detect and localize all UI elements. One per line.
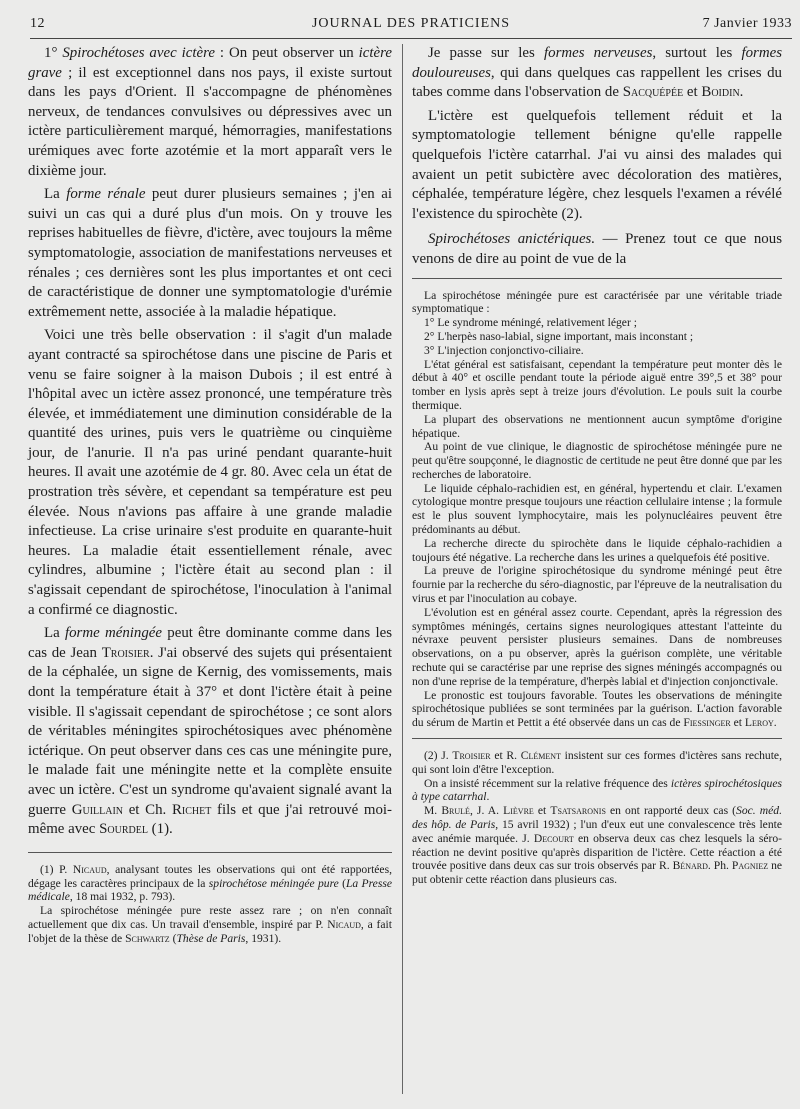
- text: La spirochétose méningée pure reste assez rare ; on n'en connaît actuellement que dix cas. Un travail d'ensemble, inspiré par P.: [28, 904, 392, 931]
- summary-box: [412, 289, 782, 731]
- author-name: Pagniez: [731, 859, 769, 873]
- author-name: Leroy: [744, 716, 774, 730]
- paragraph-anicteriques: [412, 230, 782, 269]
- text: (1) P.: [40, 862, 73, 876]
- paragraph-ictere-grave: [28, 44, 392, 181]
- text: , 18 mai 1932, p. 793).: [69, 890, 176, 904]
- italic-term: formes douloureuses: [412, 45, 782, 81]
- publication-name: Soc. méd. des hôp. de Paris: [412, 804, 782, 832]
- author-name: Brulé: [441, 804, 470, 818]
- right-footnotes: [412, 749, 782, 887]
- right-column: [412, 44, 782, 887]
- author-name: Clément: [520, 749, 561, 763]
- text: ; il est exceptionnel dans nos pays, il existe surtout dans les pays d'Orient. Il s'accompagne de phénomènes nerveux, de tendances convulsives ou dépressives avec un ictère particulièrement marqué, hémorragies, manifestations urémiques avec forte azotémie et la mort apparaît vers le dixième jour.: [28, 64, 392, 179]
- author-name: Boidin: [701, 84, 740, 101]
- text: , analysant toutes les observations qui ont été rapportées, dégage les caractères principaux de la: [28, 862, 392, 890]
- text: .: [486, 790, 490, 804]
- footnote-2-continued: [412, 777, 782, 805]
- text: . Ph.: [707, 859, 732, 873]
- paragraph-forme-meningee: [28, 624, 392, 840]
- italic-heading: Spirochétoses avec ictère: [62, 45, 215, 61]
- box-line: La preuve de l'origine spirochétosique du syndrome méningé peut être fournie par la recherche du séro-diagnostic, par l'épreuve de la neutralisation du virus et par l'inoculation au cobaye.: [412, 564, 782, 606]
- text: Le pronostic est toujours favorable. Toutes les observations de méningite spirochétosique publiées se sont terminées par la guérison. L'action favorable du sérum de Martin et Pettit a été observée dans un cas de: [412, 688, 782, 730]
- text: .: [773, 716, 777, 730]
- text: (2) J.: [424, 749, 453, 763]
- text: fils et que j'ai retrouvé moi-même avec: [28, 801, 393, 838]
- footnote-2-cases: [412, 804, 782, 887]
- page-header: [30, 16, 792, 36]
- author-name: Richet: [171, 801, 212, 818]
- right-body: [412, 44, 782, 270]
- italic-term: formes nerveuses: [543, 45, 653, 61]
- text: , surtout les: [652, 45, 742, 61]
- box-line: La recherche directe du spirochète dans le liquide céphalo-rachidien a toujours été négative. La recherche dans les urines a quelquefois été positive.: [412, 536, 782, 564]
- box-line: La spirochétose méningée pure est caractérisée par une véritable triade symptomatique :: [412, 288, 782, 316]
- italic-term: spirochétose méningée pure: [208, 876, 339, 890]
- publication-name: La Presse médicale: [28, 876, 392, 904]
- paragraph-ictere-reduit: L'ictère est quelquefois tellement réduit et la symptomatologie tellement bénigne qu'elle rappelle quelquefois l'ictère catarrhal. J'ai vu ainsi des malades qui avaient un petit subictère avec décoloration des matières, céphalée, température légère, chez lesquels l'examen a révélé l'existence du spirochète (2).: [412, 107, 782, 222]
- paragraph-forme-renale: [28, 185, 392, 322]
- text: et: [683, 84, 702, 101]
- author-name: Troisier: [452, 749, 491, 763]
- text: , 1931).: [245, 931, 282, 945]
- box-top-rule: [412, 278, 782, 279]
- text: en observa deux cas chez lesquels la séro-réaction ne devint positive qu'après disparition de l'ictère. Cette réaction a été trouvée positive dans deux cas sur trois observés par R.: [412, 831, 782, 873]
- text: , qui dans quelques cas rappellent les crises du tabes comme dans l'observation de: [412, 64, 782, 101]
- author-name: Bénard: [672, 859, 708, 873]
- box-line: 1° Le syndrome méningé, relativement léger ;: [424, 316, 637, 330]
- box-line: L'état général est satisfaisant, cependant la température peut monter dès le début à 40° et oscille pendant toute la période aiguë entre 39°,5 et 38° pour tomber en lysis après sept à treize jours d'évolution. Le pouls suit la courbe thermique.: [412, 357, 782, 412]
- author-name: Schwartz: [125, 931, 170, 945]
- box-line: 2° L'herpès naso-labial, signe important, mais inconstant ;: [424, 329, 694, 343]
- box-bottom-rule: [412, 738, 782, 739]
- box-line: [412, 689, 782, 730]
- text: Je passe sur les: [428, 45, 544, 61]
- author-name: Nicaud: [72, 862, 107, 876]
- footnote-rule: [28, 852, 392, 853]
- footnote-1-continued: [28, 904, 392, 945]
- text: La: [44, 625, 65, 642]
- paragraph-observation: Voici une très belle observation : il s'agit d'un malade ayant contracté sa spirochétose dans une piscine de Paris et venu se faire soigner à la maison Dubois ; il est entré à l'hôpital avec un ictère assez prononcé, une température très élevée, et immédiatement une diminution considérable de la quantité des urines, puis vers le quatrième ou cinquième jour, de l'anurie. Il n'a pas uriné pendant quarante-huit heures. Il avait une azotémie de 4 gr. 80. Avec cela un état de prostration très sévère, et cependant sa température est peu élevée. Nous n'avions pas affaire à une grande maladie infectieuse. La crise urinaire s'est produite en quarante-huit heures. La maladie était essentiellement rénale, avec cylindres, albumine ; l'ictère était au second plan : il s'agissait cependant de spirochétose, l'inoculation à l'animal a confirmé ce diagnostic.: [28, 327, 392, 618]
- text: (: [338, 876, 346, 890]
- text: et: [730, 716, 745, 730]
- italic-term: forme rénale: [66, 186, 146, 203]
- author-name: Lièvre: [503, 804, 534, 818]
- text: (1).: [147, 821, 173, 838]
- left-body: [28, 44, 392, 840]
- text: et Ch.: [123, 801, 172, 818]
- text: — Prenez tout ce que nous venons de dire au point de vue de la: [412, 231, 782, 267]
- author-name: Fiessinger: [683, 716, 731, 730]
- text: On a insisté récemment sur la relative fréquence des: [424, 776, 671, 790]
- footnote-1: [28, 863, 392, 904]
- text: et: [533, 804, 551, 818]
- column-divider: [402, 44, 403, 1094]
- text: : On peut observer un: [214, 45, 359, 61]
- text: ne put obtenir cette réaction dans plusieurs cas.: [412, 859, 783, 887]
- italic-term: ictères spirochétosiques à type catarrhal: [412, 776, 782, 804]
- author-name: Nicaud: [327, 917, 361, 931]
- text: , J. A.: [469, 804, 504, 818]
- text: 1°: [44, 45, 63, 61]
- box-line: 3° L'injection conjonctivo-ciliaire.: [424, 343, 584, 357]
- text: insistent sur ces formes d'ictères sans rechute, qui sont loin d'être l'exception.: [412, 749, 782, 776]
- box-line: La plupart des observations ne mentionnent aucun symptôme d'origine hépatique.: [412, 412, 782, 440]
- author-name: Tsatsaronis: [550, 804, 606, 818]
- author-name: Troisier: [101, 644, 150, 661]
- box-line: Le liquide céphalo-rachidien est, en général, hypertendu et clair. L'examen cytologique montre presque toujours une réaction cellulaire intense ; la formule est le plus souvent lymphocytaire, mais les polynucléaires peuvent être prédominants au début.: [412, 481, 782, 537]
- header-rule: [30, 38, 792, 39]
- text: . J'ai observé des sujets qui présentaient de la céphalée, un signe de Kernig, des vomissements, mais dont la température était à 37° et dont l'ictère était à peine visible. Il s'agissait cependant de spirochétose ; ce sont alors de véritables méningites spirochétosiques avec phénomène ictérique. On peut observer dans ces cas une méningite pure, le malade fait une méningite nette et la complète ensuite avec un ictère. C'est un syndrome qu'avaient signalé avant la guerre: [28, 644, 392, 818]
- left-column: [28, 44, 392, 946]
- author-name: Sourdel: [99, 821, 148, 838]
- italic-heading: Spirochétoses anictériques.: [428, 231, 596, 248]
- text: peut durer plusieurs semaines ; j'en ai suivi un cas qui a duré plus d'un mois. On y trouve les reprises habituelles de fièvre, d'ictère, avec toujours la même symptomatologie, association de manifestations nerveuses et rénales ; ces dernières sont les plus importantes et ont ceci de caractéristique de donner une symptomatologie d'urémie extrêmement nette, associée à la maladie hépatique.: [28, 186, 392, 320]
- issue-date: 7 Janvier 1933: [702, 16, 792, 31]
- text: en ont rapporté deux cas (: [605, 804, 737, 818]
- text: peut être dominante comme dans les cas de Jean: [28, 625, 392, 661]
- paragraph-formes-nerveuses: [412, 44, 782, 103]
- journal-title: JOURNAL DES PRATICIENS: [311, 16, 511, 31]
- italic-term: forme méningée: [64, 625, 163, 642]
- text: M.: [424, 804, 442, 818]
- text: (: [169, 931, 177, 945]
- box-line: Au point de vue clinique, le diagnostic de spirochétose méningée pure ne peut qu'être soupçonné, le diagnostic de certitude ne peut être donné que par les recherches de laboratoire.: [412, 440, 782, 481]
- page-number: 12: [30, 16, 45, 31]
- text: La: [44, 186, 67, 203]
- text: , a fait l'objet de la thèse de: [28, 917, 393, 945]
- author-name: Sacquépée: [622, 84, 684, 101]
- author-name: Guillain: [71, 801, 124, 818]
- text: .: [739, 84, 744, 101]
- text: , 15 avril 1932) ; l'un d'eux eut une convalescence très lente avec anémie marquée. J.: [412, 818, 782, 845]
- left-footnotes: [28, 863, 392, 946]
- italic-term: ictère grave: [28, 45, 392, 81]
- footnote-2: [412, 749, 782, 777]
- author-name: Decourt: [533, 831, 574, 845]
- box-line: L'évolution est en général assez courte. Cependant, après la régression des symptômes méningés, certains signes neurologiques attestant l'atteinte du névraxe peuvent persister plusieurs semaines. Dans de nombreuses observations, on a pu observer, après la guérison complète, une véritable rechute qui se caractérise par une reprise des signes méningés accompagnés ou non d'une reprise de la température, d'herpès labial et d'injection conjonctivale.: [412, 605, 782, 688]
- publication-name: Thèse de Paris: [176, 931, 246, 945]
- text: et R.: [490, 749, 521, 763]
